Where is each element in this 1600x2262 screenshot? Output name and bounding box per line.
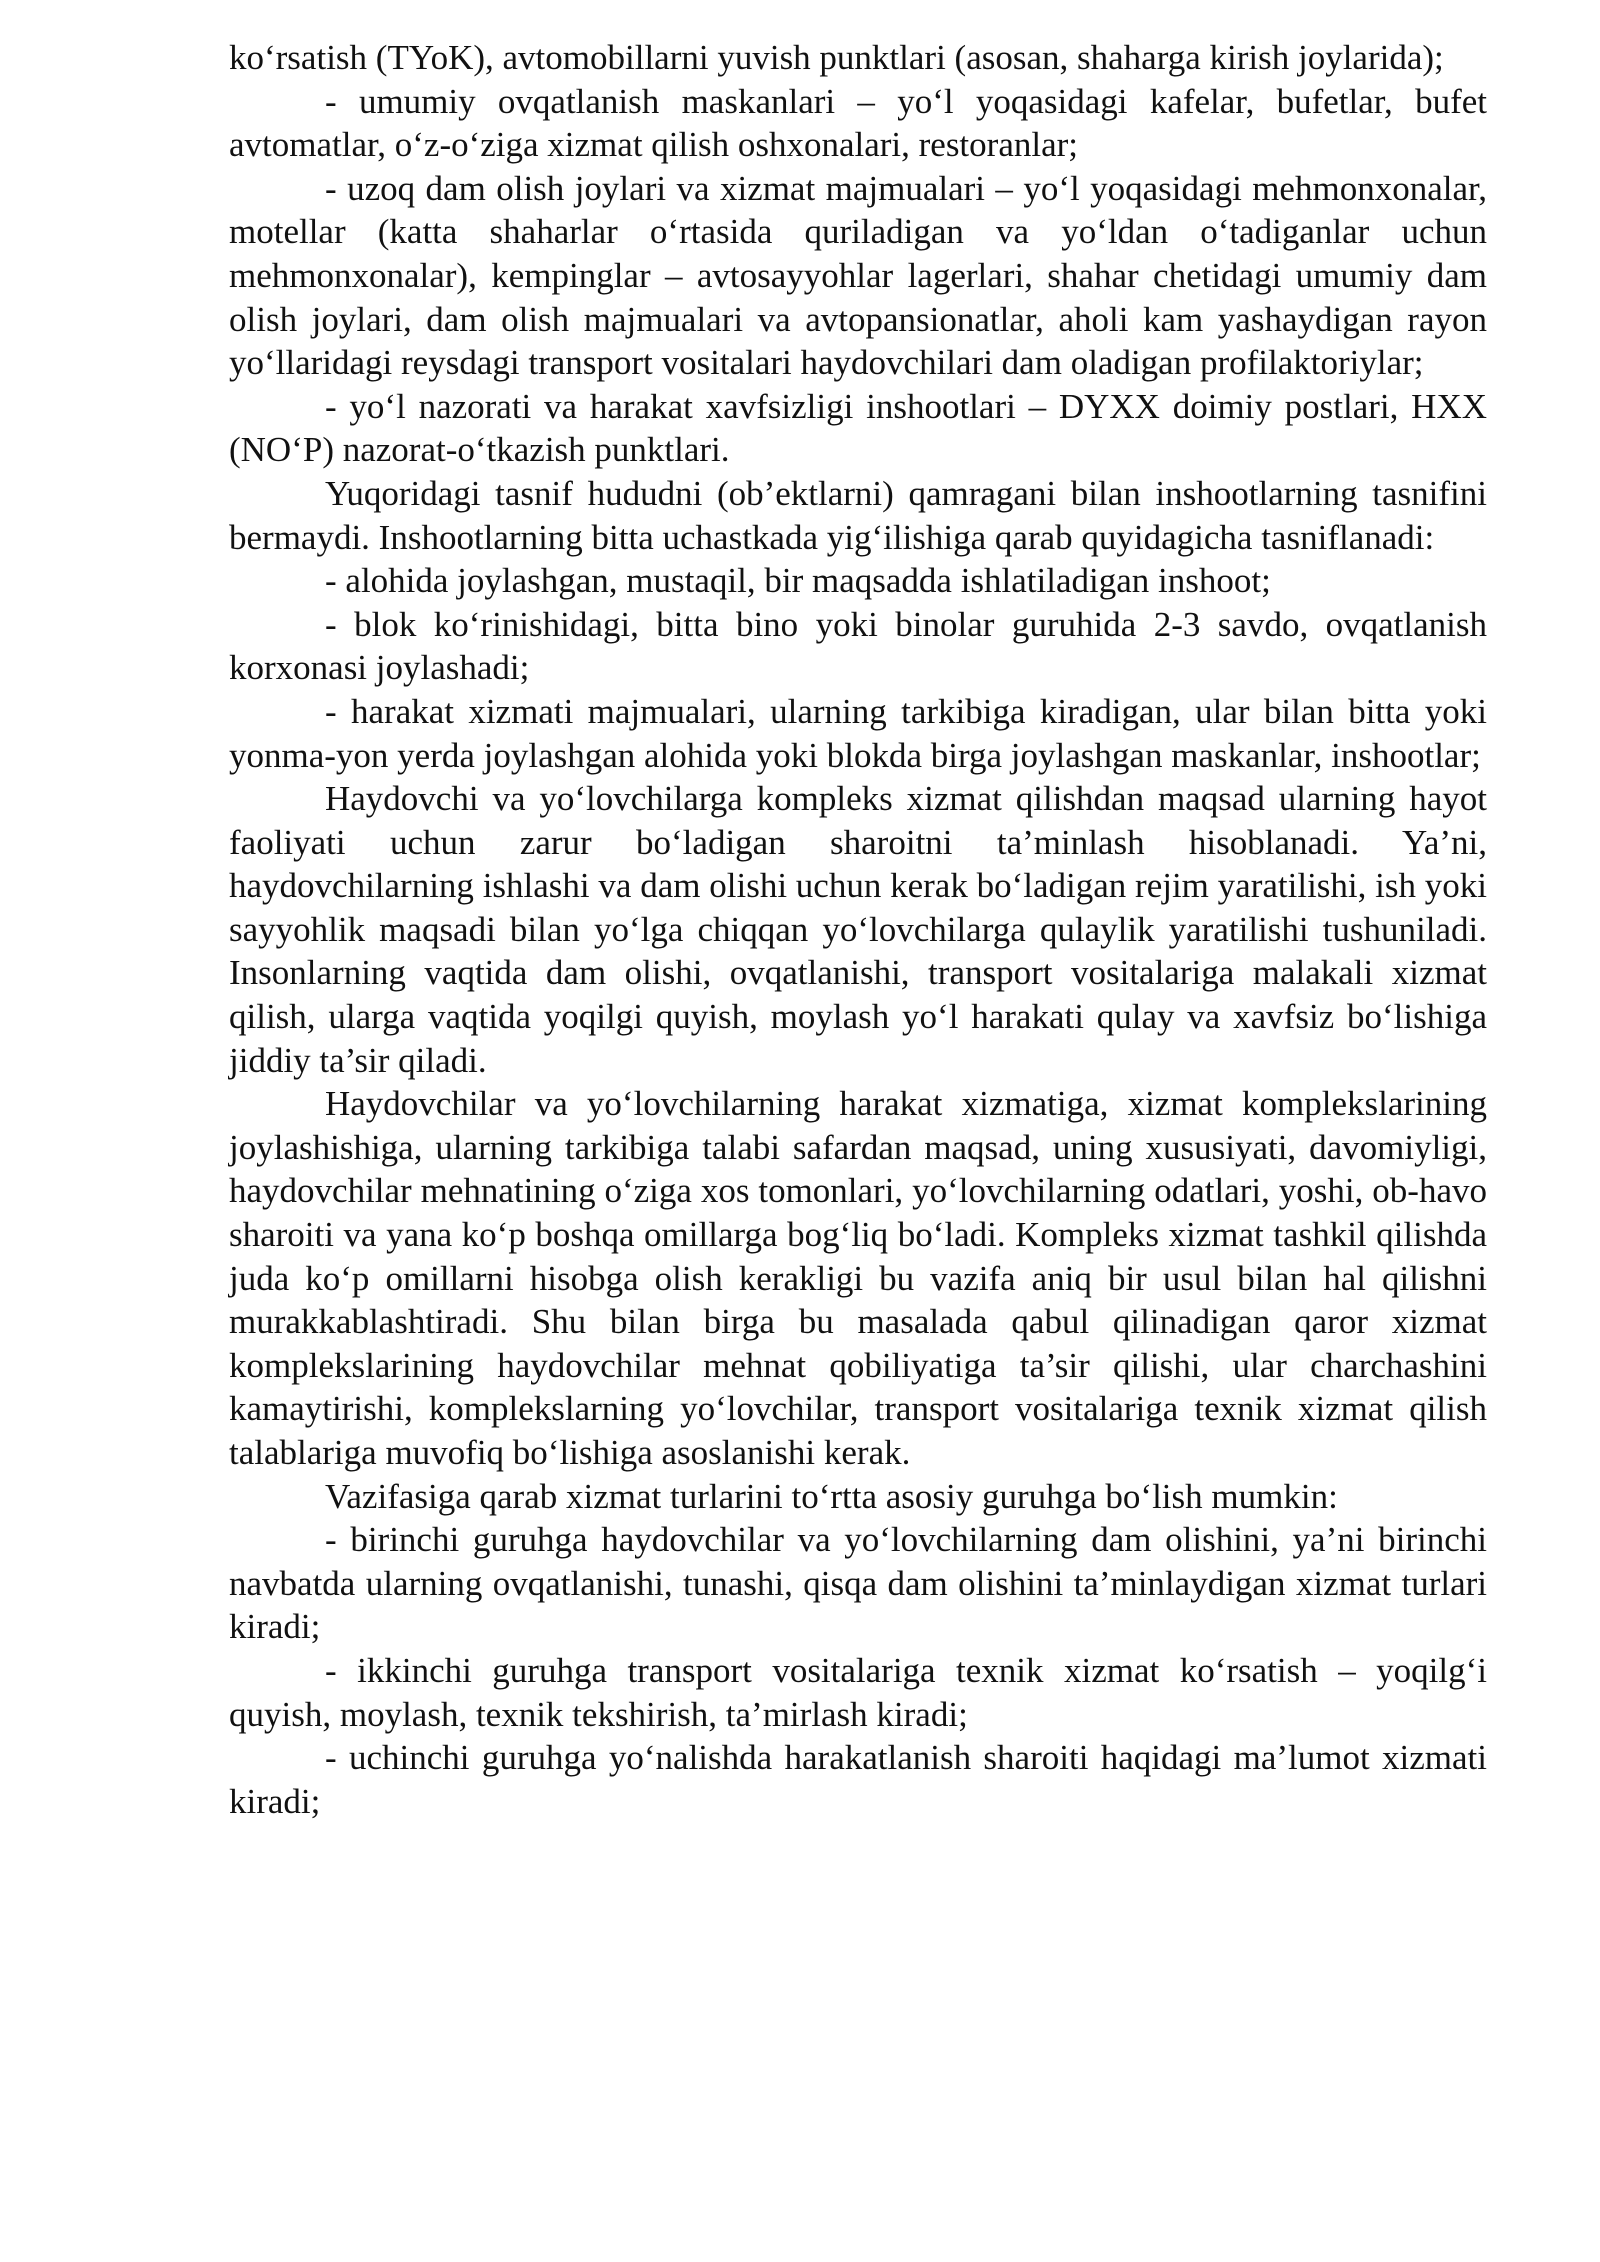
paragraph-service-goal: Haydovchi va yo‘lovchilarga kompleks xizmat qilishdan maqsad ularning hayot faoliyati uchun zarur bo‘ladigan sharoitni ta’minlash hisoblanadi. Ya’ni, haydovchilarning ishlashi va dam olishi uchun kerak bo‘ladigan rejim yaratilishi, ish yoki sayyohlik maqsadi bilan yo‘lga chiqqan yo‘lovchilarga qulaylik yaratilishi tushuniladi. Insonlarning vaqtida dam olishi, ovqatlanishi, transport vositalariga malakali xizmat qilish, ularga vaqtida yoqilgi quyish, moylash yo‘l harakati qulay va xavfsiz bo‘lishiga jiddiy ta’sir qiladi. — [229, 779, 1487, 1080]
list-item-group-one: - birinchi guruhga haydovchilar va yo‘lovchilarning dam olishini, ya’ni birinchi navbatda ularning ovqatlanishi, tunashi, qisqa dam olishini ta’minlaydigan xizmat turlari kiradi; — [229, 1520, 1487, 1647]
paragraph-requirements: Haydovchilar va yo‘lovchilarning harakat xizmatiga, xizmat komplekslarining joylashishiga, ularning tarkibiga talabi safardan maqsad, uning xususiyati, davomiyligi, haydovchilar mehnatining o‘ziga xos tomonlari, yo‘lovchilarning odatlari, yoshi, ob-havo sharoiti va yana ko‘p boshqa omillarga bog‘liq bo‘ladi. Kompleks xizmat tashkil qilishda juda ko‘p omillarni hisobga olish kerakligi bu vazifa aniq bir usul bilan hal qilishni murakkablashtiradi. Shu bilan birga bu masalada qabul qilinadigan qaror xizmat komplekslarining haydovchilar mehnat qobiliyatiga ta’sir qilishi, ular charchashini kamaytirishi, komplekslarning yo‘lovchilar, transport vositalariga texnik xizmat qilish talablariga muvofiq bo‘lishiga asoslanishi kerak. — [229, 1084, 1487, 1472]
list-item-block: - blok ko‘rinishidagi, bitta bino yoki binolar guruhida 2-3 savdo, ovqatlanish korxonasi joylashadi; — [229, 604, 1487, 688]
list-item-standalone: - alohida joylashgan, mustaqil, bir maqsadda ishlatiladigan inshoot; — [325, 561, 1271, 601]
list-item-group-two: - ikkinchi guruhga transport vositalariga texnik xizmat ko‘rsatish – yoqilg‘i quyish, moylash, texnik tekshirish, ta’mirlash kiradi; — [229, 1650, 1487, 1734]
list-item-group-three: - uchinchi guruhga yo‘nalishda harakatlanish sharoiti haqidagi ma’lumot xizmati kiradi; — [229, 1738, 1487, 1821]
list-item-road-control: - yo‘l nazorati va harakat xavfsizligi inshootlari – DYXX doimiy postlari, HXX (NO‘P) nazorat-o‘tkazish punktlari. — [229, 386, 1487, 470]
list-item-long-rest: - uzoq dam olish joylari va xizmat majmualari – yo‘l yoqasidagi mehmonxonalar, motellar (katta shaharlar o‘rtasida quriladigan va yo‘ldan o‘tadiganlar uchun mehmonxonalar), kempinglar – avtosayyohlar lagerlari, shahar chetidagi umumiy dam olish joylari, dam olish majmualari va avtopansionatlar, aholi kam yashaydigan rayon yo‘llaridagi reysdagi transport vositalari haydovchilari dam oladigan profilaktoriylar; — [229, 168, 1487, 383]
paragraph-classification: Yuqoridagi tasnif hududni (ob’ektlarni) qamragani bilan inshootlarning tasnifini bermaydi. Inshootlarning bitta uchastkada yig‘ilishiga qarab quyidagicha tasniflanadi: — [229, 473, 1487, 557]
document-page — [229, 36, 1487, 1823]
paragraph-continuation: ko‘rsatish (TYoK), avtomobillarni yuvish punktlari (asosan, shaharga kirish joylarida); — [229, 38, 1444, 77]
list-item-complexes: - harakat xizmati majmualari, ularning tarkibiga kiradigan, ular bilan bitta yoki yonma-yon yerda joylashgan alohida yoki blokda birga joylashgan maskanlar, inshootlar; — [229, 691, 1487, 775]
paragraph-groups-intro: Vazifasiga qarab xizmat turlarini to‘rtta asosiy guruhga bo‘lish mumkin: — [325, 1476, 1338, 1516]
list-item-catering: - umumiy ovqatlanish maskanlari – yo‘l yoqasidagi kafelar, bufetlar, bufet avtomatlar, o‘z-o‘ziga xizmat qilish oshxonalari, restoranlar; — [229, 81, 1487, 165]
